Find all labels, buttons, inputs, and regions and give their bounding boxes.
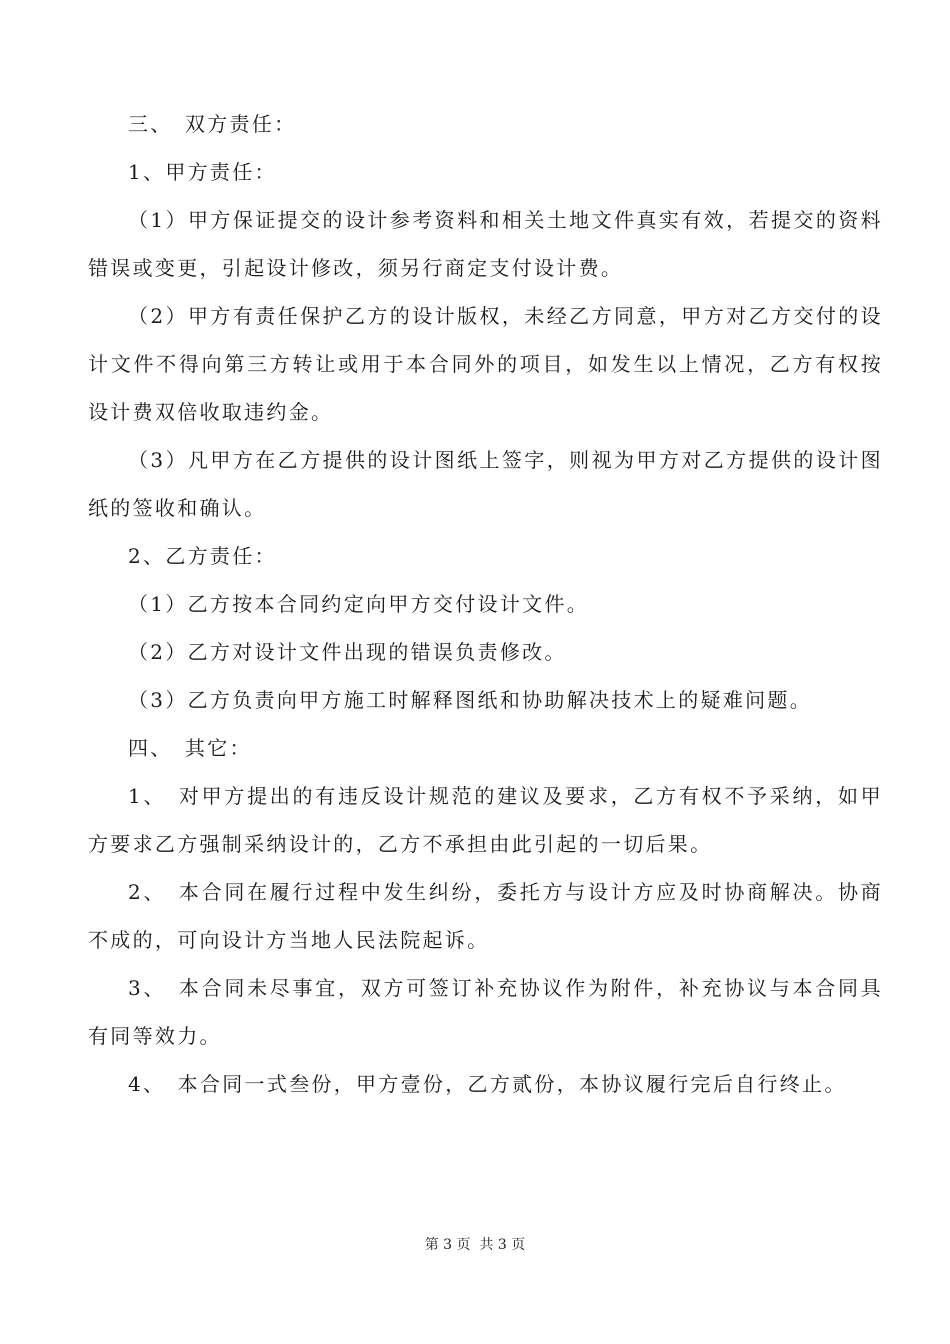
clause-other-4: 4、 本合同一式叁份，甲方壹份，乙方贰份，本协议履行完后自行终止。 [128,1072,847,1096]
page-footer [0,1234,950,1254]
clause-party-b-3: （3）乙方负责向甲方施工时解释图纸和协助解决技术上的疑难问题。 [128,688,813,712]
clause-party-b-2: （2）乙方对设计文件出现的错误负责修改。 [128,640,567,664]
section-heading-other: 四、 其它： [128,736,252,760]
subsection-heading-party-b: 2、乙方责任： [128,544,277,568]
clause-party-a-2: （2）甲方有责任保护乙方的设计版权，未经乙方同意，甲方对乙方交付的设计文件不得向第三方转让或用于本合同外的项目，如发生以上情况，乙方有权按设计费双倍收取违约金。 [88,304,883,424]
clause-party-b-1: （1）乙方按本合同约定向甲方交付设计文件。 [128,592,590,616]
section-heading-responsibilities: 三、 双方责任： [128,112,297,136]
clause-other-1: 1、 对甲方提出的有违反设计规范的建议及要求，乙方有权不予采纳，如甲方要求乙方强制采纳设计的，乙方不承担由此引起的一切后果。 [88,784,883,856]
clause-other-2: 2、 本合同在履行过程中发生纠纷，委托方与设计方应及时协商解决。协商不成的，可向设计方当地人民法院起诉。 [88,880,883,952]
page-number-label: 第 3 页 共 3 页 [424,1237,526,1253]
clause-party-a-1: （1）甲方保证提交的设计参考资料和相关土地文件真实有效，若提交的资料错误或变更，引起设计修改，须另行商定支付设计费。 [88,208,883,280]
subsection-heading-party-a: 1、甲方责任： [128,160,277,184]
clause-party-a-3: （3）凡甲方在乙方提供的设计图纸上签字，则视为甲方对乙方提供的设计图纸的签收和确认。 [88,448,883,520]
document-body [88,100,883,1108]
clause-other-3: 3、 本合同未尽事宜，双方可签订补充协议作为附件，补充协议与本合同具有同等效力。 [88,976,883,1048]
